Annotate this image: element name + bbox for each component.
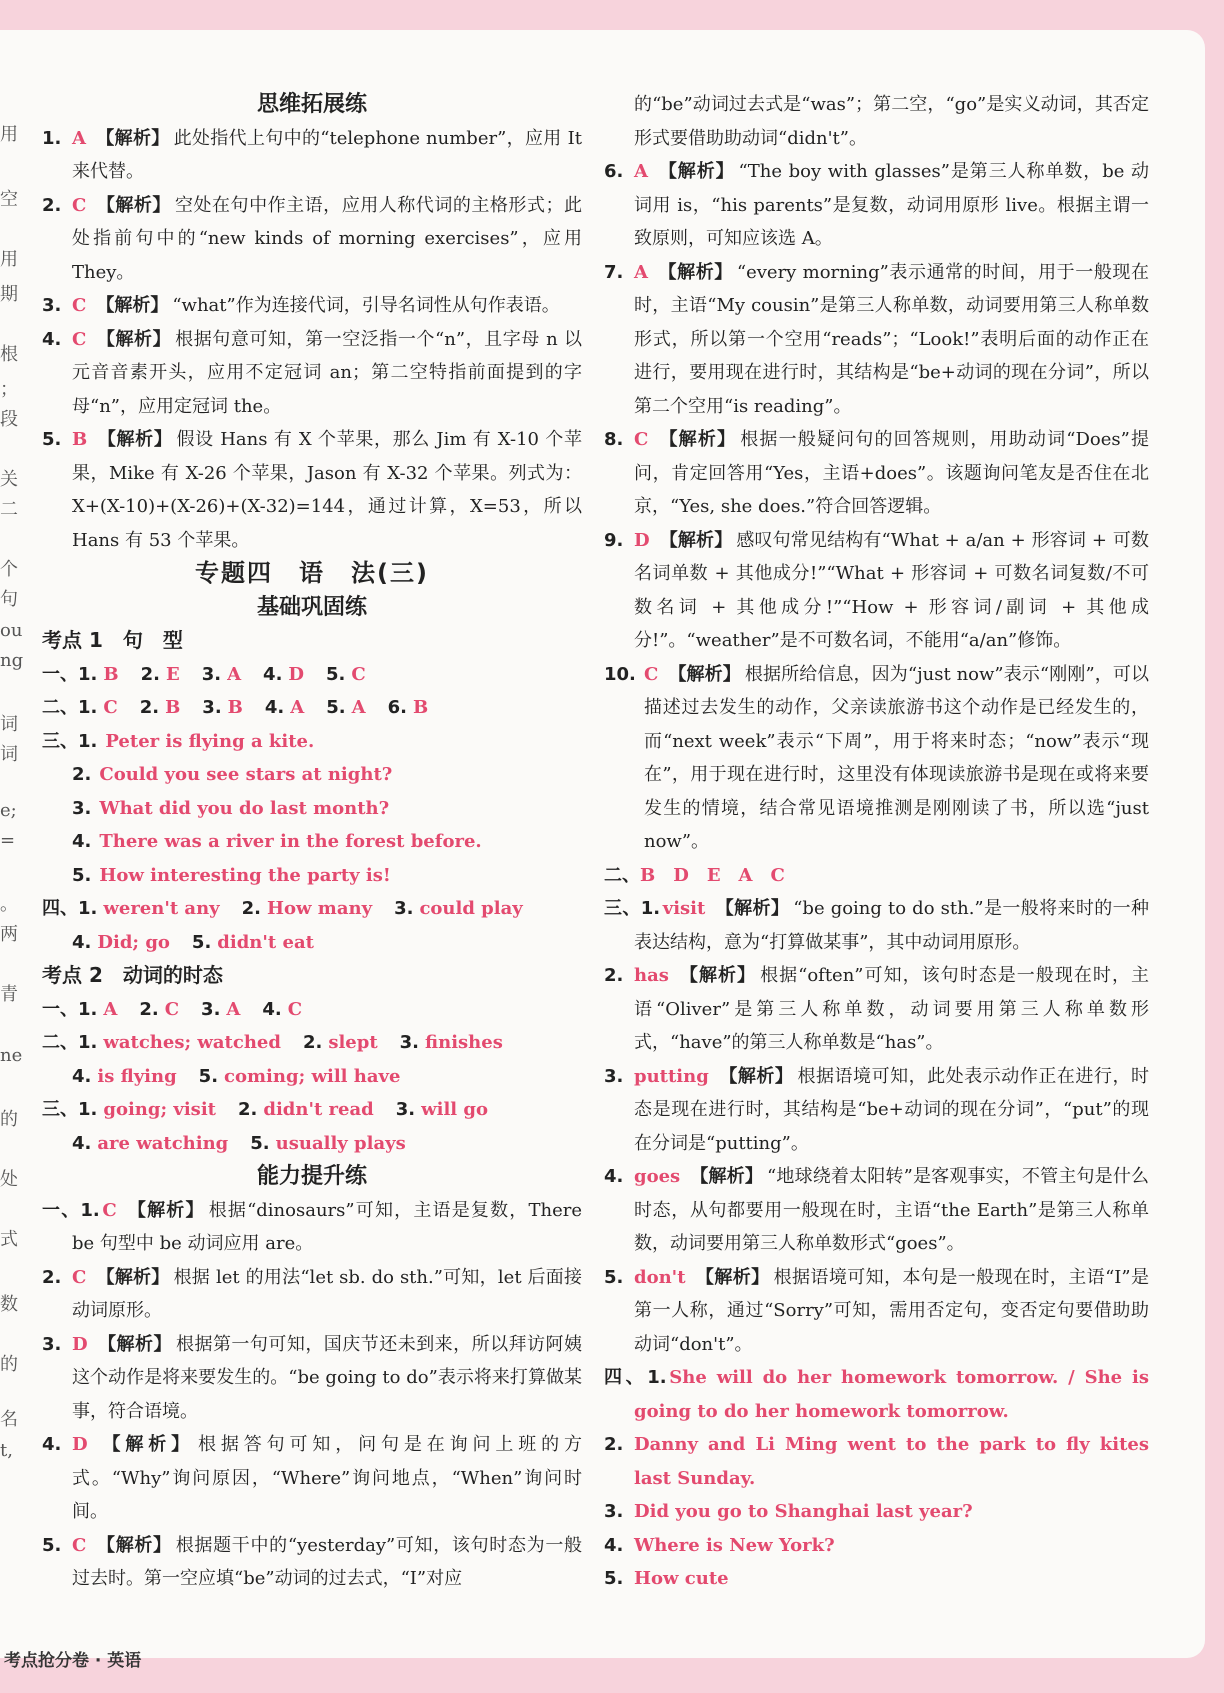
answer-value: Did; go: [97, 931, 170, 953]
answer-value: How interesting the party is!: [99, 864, 391, 886]
item-number: 4.: [263, 663, 283, 685]
answer-value: Could you see stars at night?: [99, 764, 393, 785]
edge-fragment: e;: [0, 800, 17, 821]
item-number: 1.: [78, 697, 98, 718]
answer-item: 4. Where is New York?: [604, 1534, 835, 1556]
section-marker: 三、: [42, 1099, 78, 1120]
edge-fragment: 关: [0, 469, 18, 490]
item-number: 1.: [78, 898, 98, 919]
kaodian-2: 考点 2 动词的时态: [42, 963, 223, 987]
answer-item: 9. D 【解析】 感叹句常见结构有“What + a/an + 形容词 + 可数名词单数 + 其他成分!”“What + 形容词 + 可数名词复数/不可数名词 + 其他成分!”“How + 形容词/副词 + 其他成分!”。“weather”是不可数名词，不能用“a/an”修饰。: [604, 529, 1149, 651]
item-number: 5.: [326, 697, 346, 718]
edge-fragment: ou: [0, 620, 23, 641]
edge-fragment: 期: [0, 284, 18, 305]
answer-value: going; visit: [103, 1099, 216, 1120]
item-number: 5.: [191, 931, 212, 953]
item-number: 3.: [395, 1099, 416, 1120]
item-number: 4.: [72, 931, 92, 953]
answer-value: A: [103, 998, 118, 1020]
edge-fragment: 处: [0, 1169, 18, 1190]
item-number: 1.: [78, 998, 98, 1020]
topic-title: 专题四 语 法(三): [195, 559, 429, 587]
answer-item: 3. putting 【解析】 根据语境可知，此处表示动作正在进行，时态是现在进行时，其结构是“be+动词的现在分词”，“put”的现在分词是“putting”。: [604, 1065, 1150, 1154]
edge-fragment: 名: [0, 1409, 18, 1430]
item-number: 3.: [399, 1032, 420, 1053]
answer-item: 3. D 【解析】 根据第一句可知，国庆节还未到来，所以拜访阿姨这个动作是将来要发生的。“be going to do”表示将来打算做某事，符合语境。: [42, 1333, 583, 1422]
item-number: 4.: [72, 831, 92, 852]
answer-value: C: [103, 697, 118, 718]
answer-row: [42, 691, 582, 725]
item-number: 3.: [201, 663, 222, 685]
answer-value: E: [165, 663, 180, 685]
edge-fragment: =: [0, 830, 16, 851]
edge-fragment: 空: [0, 189, 18, 210]
answer-row: [42, 1060, 582, 1094]
edge-fragment: 。: [0, 894, 18, 915]
answer-item: 4. C 【解析】 根据句意可知，第一空泛指一个“n”，且字母 n 以元音音素开头，应用不定冠词 an；第二空特指前面提到的字母“n”，应用定冠词 the。: [42, 328, 583, 417]
footer-book-title: 考点抢分卷 · 英语: [4, 1651, 142, 1671]
answer-item: 4. D 【解析】 根据答句可知，问句是在询问上班的方式。“Why”询问原因，“Where”询问地点，“When”询问时间。: [42, 1434, 583, 1522]
section-marker: 二、: [42, 1032, 78, 1053]
answer-item: 1. A 【解析】 此处指代上句中的“telephone number”，应用 It 来代替。: [42, 127, 583, 182]
answer-item: 8. C 【解析】 根据一般疑问句的回答规则，用助动词“Does”提问，肯定回答用“Yes，主语+does”。该题询问笔友是否住在北京，“Yes, she does.”符合回答逻辑。: [604, 429, 1150, 517]
item-number: 1.: [78, 730, 98, 752]
answer-item: 三、1. visit 【解析】 “be going to do sth.”是一般将来时的一种表达结构，意为“打算做某事”，其中动词用原形。: [604, 898, 1149, 953]
edge-fragment: 用: [0, 124, 18, 145]
answer-item: 5. don't 【解析】 根据语境可知，本句是一般现在时，主语“I”是第一人称，通过“Sorry”可知，需用否定句，变否定句要借助助动词“don't”。: [604, 1266, 1149, 1355]
edge-fragment: ng: [0, 650, 24, 671]
edge-fragment: 用: [0, 249, 18, 270]
answer-row: [42, 926, 582, 960]
answer-value: will go: [421, 1099, 488, 1120]
item-number: 2.: [139, 697, 160, 718]
answer-value: There was a river in the forest before.: [99, 831, 482, 852]
answer-list: [42, 725, 582, 893]
item-number: 5.: [198, 1065, 219, 1087]
answer-value: weren't any: [103, 898, 220, 919]
item-number: 5.: [250, 1132, 270, 1154]
heading-basic: 基础巩固练: [256, 594, 367, 620]
answer-line: [42, 859, 582, 893]
item-number: 3.: [201, 998, 221, 1020]
item-number: 5.: [326, 663, 346, 685]
edge-fragment: 词: [0, 744, 18, 765]
answer-row: [42, 892, 582, 926]
right-column: [604, 88, 1149, 1596]
answer-line: [42, 792, 582, 826]
answer-value: is flying: [97, 1065, 177, 1087]
heading-ability: 能力提升练: [256, 1164, 367, 1189]
answer-value: B: [227, 697, 243, 718]
answer-value: watches; watched: [103, 1032, 281, 1053]
section-marker: 一、: [42, 663, 78, 685]
answer-value: could play: [419, 898, 523, 919]
edge-fragment: 式: [0, 1229, 18, 1250]
answer-row: [42, 1093, 582, 1127]
answer-item: 2. C 【解析】 根据 let 的用法“let sb. do sth.”可知，let 后面接动词原形。: [42, 1266, 583, 1321]
answer-value: C: [287, 998, 303, 1020]
edge-fragment: ；: [0, 379, 18, 400]
answer-item: 3. C 【解析】 “what”作为连接代词，引导名词性从句作表语。: [42, 295, 560, 316]
kaodian-1: 考点 1 句 型: [42, 628, 183, 652]
section-marker: 二、: [42, 697, 78, 718]
item-number: 1.: [78, 1099, 98, 1120]
heading-thinking: 思维拓展练: [256, 92, 367, 117]
answer-item: 5. C 【解析】 根据题干中的“yesterday”可知，该句时态为一般过去时。第一空应填“be”动词的过去式，“I”对应: [42, 1534, 583, 1589]
answer-item: 5. How cute: [604, 1568, 729, 1589]
item-number: 4.: [72, 1132, 92, 1154]
edge-fragment: 二: [0, 499, 18, 520]
answer-value: What did you do last month?: [99, 797, 390, 819]
edge-fragment: 根: [0, 344, 18, 365]
answer-item: 4. goes 【解析】 “地球绕着太阳转”是客观事实，不管主句是什么时态，从句都要用一般现在时，主语“the Earth”是第三人称单数，动词要用第三人称单数形式“goes”。: [604, 1166, 1150, 1254]
answer-row: [42, 993, 582, 1027]
answer-value: usually plays: [275, 1132, 406, 1154]
edge-fragment: 两: [0, 924, 18, 945]
answer-value: C: [351, 663, 366, 685]
answer-item: 四、1. She will do her homework tomorrow. / She is going to do her homework tomorrow.: [604, 1367, 1149, 1422]
item-number: 5.: [72, 864, 92, 886]
continued-text: 的“be”动词过去式是“was”；第二空，“go”是实义动词，其否定形式要借助助动词“didn't”。: [634, 94, 1149, 149]
item-number: 1.: [78, 663, 98, 685]
item-number: 2.: [72, 764, 92, 785]
answer-row: 二、B D E A C: [604, 864, 785, 886]
answer-item: 一、1. C 【解析】 根据“dinosaurs”可知，主语是复数，There be 句型中 be 动词应用 are。: [42, 1199, 583, 1254]
answer-value: B: [165, 697, 181, 718]
item-number: 2.: [241, 898, 262, 919]
answer-value: didn't eat: [217, 931, 314, 953]
edge-fragment: 的: [0, 1109, 18, 1130]
answer-line: [42, 758, 582, 792]
answer-item: 5. B 【解析】 假设 Hans 有 X 个苹果，那么 Jim 有 X-10 个苹果，Mike 有 X-26 个苹果，Jason 有 X-32 个苹果。列式为：X+(X-10)+(X-26)+(X-32)=144，通过计算，X=53，所以 Hans 有 53 个苹果。: [42, 429, 583, 551]
answer-value: slept: [328, 1032, 378, 1053]
answer-item: 6. A 【解析】 “The boy with glasses”是第三人称单数，be 动词用 is，“his parents”是复数，动词用原形 live。根据主谓一致原则，可知应该选 A。: [604, 161, 1150, 249]
item-number: 1.: [78, 1032, 98, 1053]
answer-row: [42, 1127, 582, 1161]
item-number: 2.: [302, 1032, 323, 1053]
answer-line: [42, 725, 582, 759]
item-number: 2.: [140, 663, 160, 685]
answer-value: B: [412, 697, 429, 718]
answer-value: C: [164, 998, 180, 1020]
edge-fragment: 青: [0, 984, 18, 1005]
item-number: 4.: [264, 697, 285, 718]
answer-item: 3. Did you go to Shanghai last year?: [604, 1501, 973, 1522]
item-number: 2.: [237, 1099, 258, 1120]
answer-row: [42, 1026, 582, 1060]
edge-fragment: 段: [0, 409, 18, 430]
answer-line: [42, 825, 582, 859]
answer-item: 10. C 【解析】 根据所给信息，因为“just now”表示“刚刚”，可以描述过去发生的动作，父亲读旅游书这个动作是已经发生的，而“next week”表示“下周”，用于将来时态；“now”表示“现在”，用于现在进行时，这里没有体现读旅游书是现在或将来要发生的情境，结合常见语境推测是刚刚读了书，所以选“just now”。: [604, 663, 1150, 852]
answer-value: finishes: [425, 1032, 503, 1053]
answer-item: 2. Danny and Li Ming went to the park to fly kites last Sunday.: [604, 1434, 1149, 1489]
answer-value: Peter is flying a kite.: [105, 730, 315, 752]
answer-value: coming; will have: [224, 1065, 401, 1087]
answer-item: 7. A 【解析】 “every morning”表示通常的时间，用于一般现在时，主语“My cousin”是第三人称单数，动词要用第三人称单数形式，所以第一个空用“reads”；“Look!”表明后面的动作正在进行，要用现在进行时，其结构是“be+动词的现在分词”，所以第二个空用“is reading”。: [604, 261, 1149, 417]
answer-item: 2. has 【解析】 根据“often”可知，该句时态是一般现在时，主语“Oliver”是第三人称单数，动词要用第三人称单数形式，“have”的第三人称单数是“has”。: [604, 965, 1149, 1053]
answer-value: How many: [267, 898, 373, 919]
answer-value: are watching: [97, 1132, 229, 1154]
answer-value: B: [103, 663, 119, 685]
edge-fragment: 数: [0, 1294, 18, 1315]
left-column: [42, 88, 582, 1596]
left-edge-cutoff-text: [0, 30, 24, 1610]
item-number: 3.: [394, 898, 414, 919]
edge-fragment: 句: [0, 589, 18, 610]
section-marker: 四、: [42, 898, 78, 919]
answer-page: [0, 30, 1205, 1671]
answer-value: A: [226, 998, 241, 1020]
item-number: 6.: [387, 697, 407, 718]
item-number: 4.: [262, 998, 282, 1020]
edge-fragment: ne: [0, 1045, 23, 1066]
edge-fragment: t,: [0, 1440, 13, 1461]
answer-row: [42, 658, 582, 692]
answer-value: A: [351, 697, 366, 718]
answer-item: 2. C 【解析】 空处在句中作主语，应用人称代词的主格形式；此处指前句中的“new kinds of morning exercises”，应用 They。: [42, 194, 583, 283]
item-number: 3.: [72, 797, 92, 819]
answer-value: didn't read: [263, 1099, 374, 1120]
section-marker: 一、: [42, 998, 78, 1020]
item-number: 4.: [72, 1065, 92, 1087]
answer-value: A: [290, 697, 305, 718]
edge-fragment: 词: [0, 714, 18, 735]
answer-value: D: [288, 663, 305, 685]
edge-fragment: 的: [0, 1354, 18, 1375]
edge-fragment: 个: [0, 559, 18, 580]
item-number: 3.: [202, 697, 222, 718]
item-number: 2.: [139, 998, 159, 1020]
section-marker: 三、: [42, 730, 78, 752]
answer-value: A: [227, 663, 242, 685]
